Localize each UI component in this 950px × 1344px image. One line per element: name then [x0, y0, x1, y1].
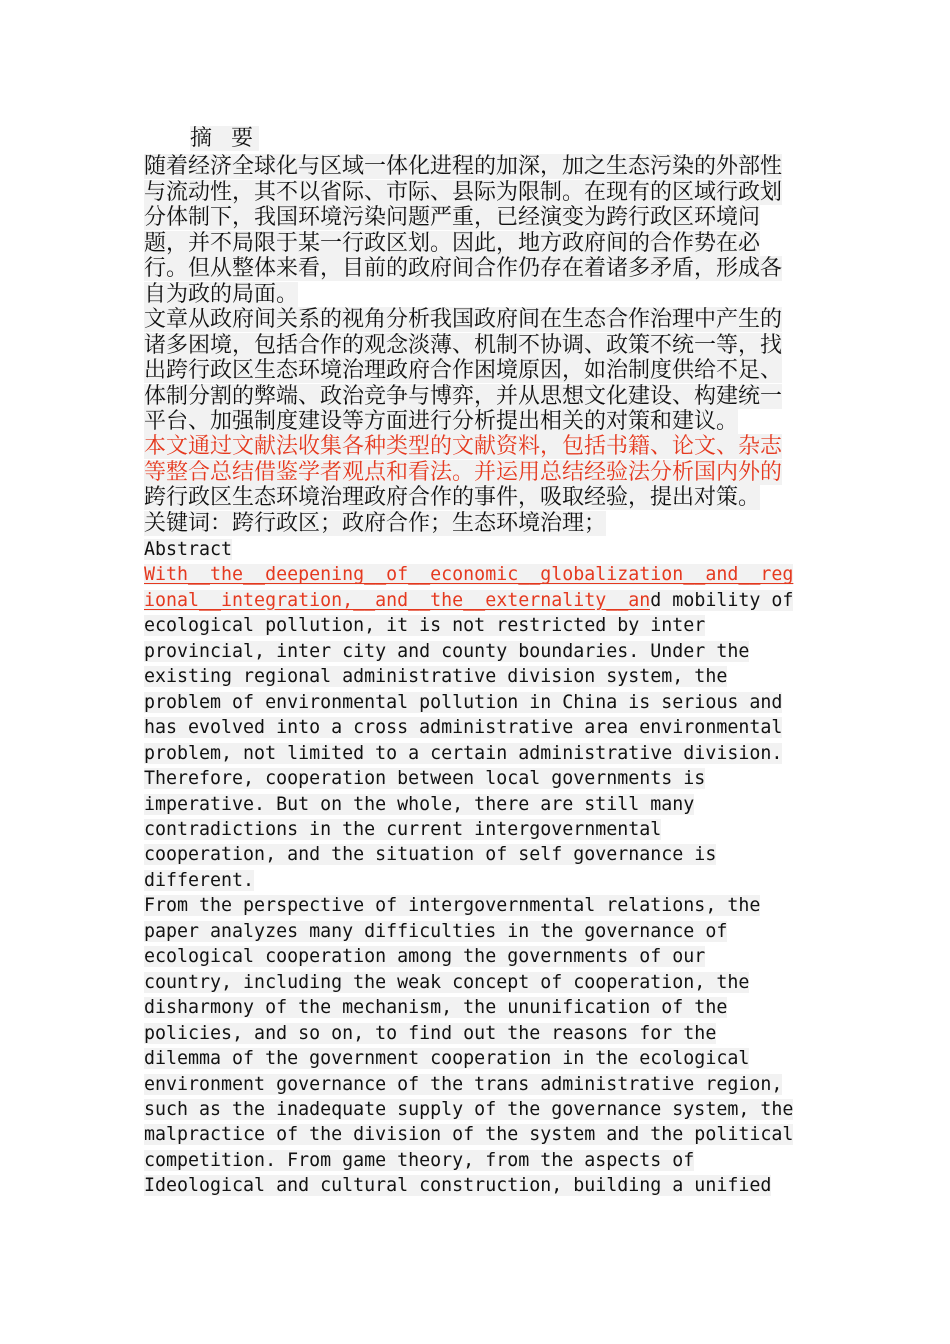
en-line: dilemma of the government cooperation in the ecological	[144, 1048, 750, 1070]
en-line: contradictions in the current intergovernmental	[144, 818, 662, 840]
abstract-paragraph-1-zh	[144, 154, 804, 307]
abstract-en	[144, 537, 814, 1199]
en-line: environment governance of the trans administrative region,	[144, 1073, 783, 1095]
zh-line: 分体制下，我国环境污染问题严重，已经演变为跨行政区环境问	[144, 205, 761, 230]
en-line: Therefore, cooperation between local governments is	[144, 768, 706, 790]
zh-line: 自为政的局面。	[144, 281, 299, 307]
en-line: ecological pollution, it is not restricted by inter	[144, 615, 706, 637]
abstract-paragraph-3-zh	[144, 434, 804, 536]
en-line: imperative. But on the whole, there are still many	[144, 793, 695, 815]
en-line: problem of environmental pollution in China is serious and	[144, 691, 783, 713]
zh-line-red: 本文通过文献法收集各种类型的文献资料，包括书籍、论文、杂志	[144, 434, 783, 459]
abstract-paragraph-2-zh	[144, 307, 804, 435]
en-line: From the perspective of intergovernmental relations, the	[144, 895, 761, 917]
en-line-red: ional__integration,__and__the__externality__an	[144, 589, 651, 611]
en-line: policies, and so on, to find out the reasons for the	[144, 1022, 717, 1044]
zh-line: 与流动性，其不以省际、市际、县际为限制。在现有的区域行政划	[144, 179, 783, 205]
en-line: such as the inadequate supply of the governance system, the	[144, 1098, 794, 1120]
en-line: Ideological and cultural construction, building a unified	[144, 1175, 772, 1197]
en-line: ecological cooperation among the governments of our	[144, 946, 706, 968]
en-line: malpractice of the division of the system and the political	[144, 1124, 794, 1146]
zh-line-red: 等整合总结借鉴学者观点和看法。并运用总结经验法分析国内外的	[144, 459, 783, 485]
zh-line: 随着经济全球化与区域一体化进程的加深，加之生态污染的外部性	[144, 154, 783, 179]
en-line: d mobility of	[650, 589, 794, 611]
zh-line: 题，并不局限于某一行政区划。因此，地方政府间的合作势在必	[144, 230, 761, 256]
en-line: country, including the weak concept of cooperation, the	[144, 971, 750, 993]
zh-line: 体制分割的弊端、政治竞争与博弈，并从思想文化建设、构建统一	[144, 383, 783, 409]
abstract-heading-zh	[190, 126, 259, 152]
zh-line: 行。但从整体来看，目前的政府间合作仍存在着诸多矛盾，形成各	[144, 256, 783, 281]
en-line: different.	[144, 869, 255, 891]
en-line: disharmony of the mechanism, the ununification of the	[144, 997, 728, 1019]
zh-line: 诸多困境，包括合作的观念淡薄、机制不协调、政策不统一等，找	[144, 332, 783, 358]
abstract-heading-zh-text: 摘 要	[190, 126, 259, 151]
en-line: competition. From game theory, from the aspects of	[144, 1149, 695, 1171]
zh-line: 平台、加强制度建设等方面进行分析提出相关的对策和建议。	[144, 409, 739, 434]
en-line-red: With__the__deepening__of__economic__globalization__and__reg	[144, 564, 794, 586]
en-line: has evolved into a cross administrative area environmental	[144, 717, 783, 739]
abstract-heading-en: Abstract	[144, 539, 233, 560]
zh-line: 跨行政区生态环境治理政府合作的事件，吸取经验，提出对策。	[144, 485, 761, 510]
en-line: provincial, inter city and county boundaries. Under the	[144, 640, 750, 662]
en-line: problem, not limited to a certain administrative division.	[144, 742, 783, 764]
en-line: existing regional administrative division system, the	[144, 666, 728, 688]
en-line: paper analyzes many difficulties in the governance of	[144, 920, 728, 942]
en-line: cooperation, and the situation of self governance is	[144, 844, 717, 866]
zh-line: 出跨行政区生态环境治理政府合作困境原因，如治制度供给不足、	[144, 358, 783, 383]
zh-line: 文章从政府间关系的视角分析我国政府间在生态合作治理中产生的	[144, 307, 783, 332]
keywords-zh: 关键词：跨行政区；政府合作；生态环境治理；	[144, 510, 607, 536]
